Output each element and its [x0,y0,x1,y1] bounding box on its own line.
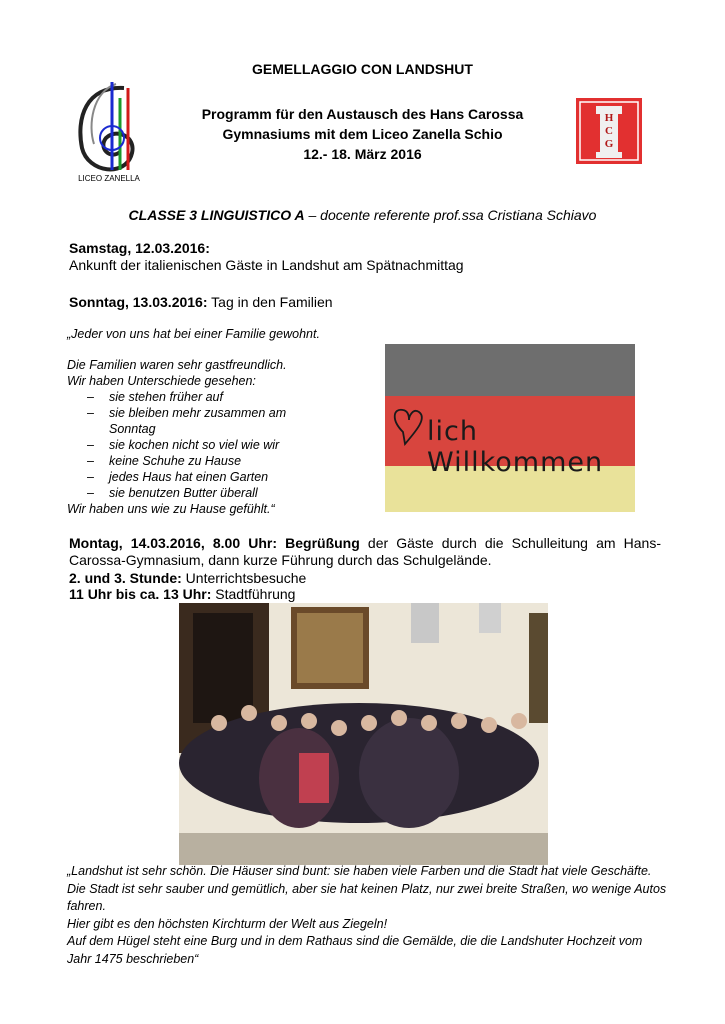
program-line: Programm für den Austausch des Hans Carossa [201,106,524,122]
liceo-zanella-logo [66,78,152,188]
list-item: – sie stehen früher auf [67,389,367,405]
quote-line: Auf dem Hügel steht eine Burg und in dem Rathaus sind die Gemälde, die die Landshuter Hochzeit vom Jahr 1475 beschrieben“ [67,934,643,966]
class-line [40,207,685,223]
quote-line: Hier gibt es den höchsten Kirchturm der Welt aus Ziegeln! [67,916,388,931]
monday-heading: Montag, 14.03.2016, 8.00 Uhr: Begrüßung [69,535,360,551]
logo-letter: H [604,112,614,124]
class-teacher: – docente referente prof.ssa Cristiana Schiavo [304,207,597,223]
landshut-quote [67,863,667,968]
group-photo [179,603,548,865]
tour-heading: 11 Uhr bis ca. 13 Uhr: [69,586,212,602]
flag-handwritten-text: lich Willkommen [427,416,604,478]
list-item: – sie bleiben mehr zusammen am Sonntag [67,405,309,437]
welcome-flag-image [385,344,635,512]
logo-letter: C [605,125,613,137]
logo-left-label: LICEO ZANELLA [78,174,140,183]
hcg-logo [576,98,642,164]
program-line: 12.- 18. März 2016 [303,146,422,162]
list-item: – jedes Haus hat einen Garten [67,469,367,485]
quote-line: Wir haben Unterschiede gesehen: [67,374,256,388]
lessons-line [69,570,661,587]
tour-line [69,586,661,603]
monday-section [69,535,661,569]
quote-line: Wir haben uns wie zu Hause gefühlt.“ [67,502,275,516]
sunday-heading-line [69,294,669,311]
class-name: CLASSE 3 LINGUISTICO A [128,207,305,223]
differences-list [67,389,367,501]
saturday-heading: Samstag, 12.03.2016: [69,240,210,256]
quote-line: Die Stadt ist sehr sauber und gemütlich, aber sie hat keinen Platz, nur zwei breite Straßen, wo wenige Autos fahren. [67,881,667,913]
list-item: – sie benutzen Butter überall [67,485,367,501]
sunday-text: Tag in den Familien [207,294,333,310]
tour-text: Stadtführung [211,586,296,602]
quote-line: Die Familien waren sehr gastfreundlich. [67,358,287,372]
program-title [150,104,575,164]
lessons-heading: 2. und 3. Stunde: [69,570,182,586]
program-line: Gymnasiums mit dem Liceo Zanella Schio [222,126,503,142]
monday-text: der Gäste durch die Schulleitung am Hans-Carossa-Gymnasium, dann kurze Führung durch das Schulgelände. [69,535,661,568]
quote-line: „Landshut ist sehr schön. Die Häuser sind bunt: sie haben viele Farben und die Stadt hat viele Geschäfte. [67,864,652,878]
logo-letter: G [604,138,614,150]
saturday-text: Ankunft der italienischen Gäste in Landshut am Spätnachmittag [69,257,464,273]
document-title: GEMELLAGGIO CON LANDSHUT [252,61,473,77]
saturday-section [69,240,669,274]
sunday-quote [67,357,367,517]
list-item: – keine Schuhe zu Hause [67,453,367,469]
lessons-text: Unterrichtsbesuche [181,570,307,586]
list-item: – sie kochen nicht so viel wie wir [67,437,367,453]
sunday-quote-intro: „Jeder von uns hat bei einer Familie gewohnt. [67,327,320,341]
sunday-heading: Sonntag, 13.03.2016: [69,294,208,310]
